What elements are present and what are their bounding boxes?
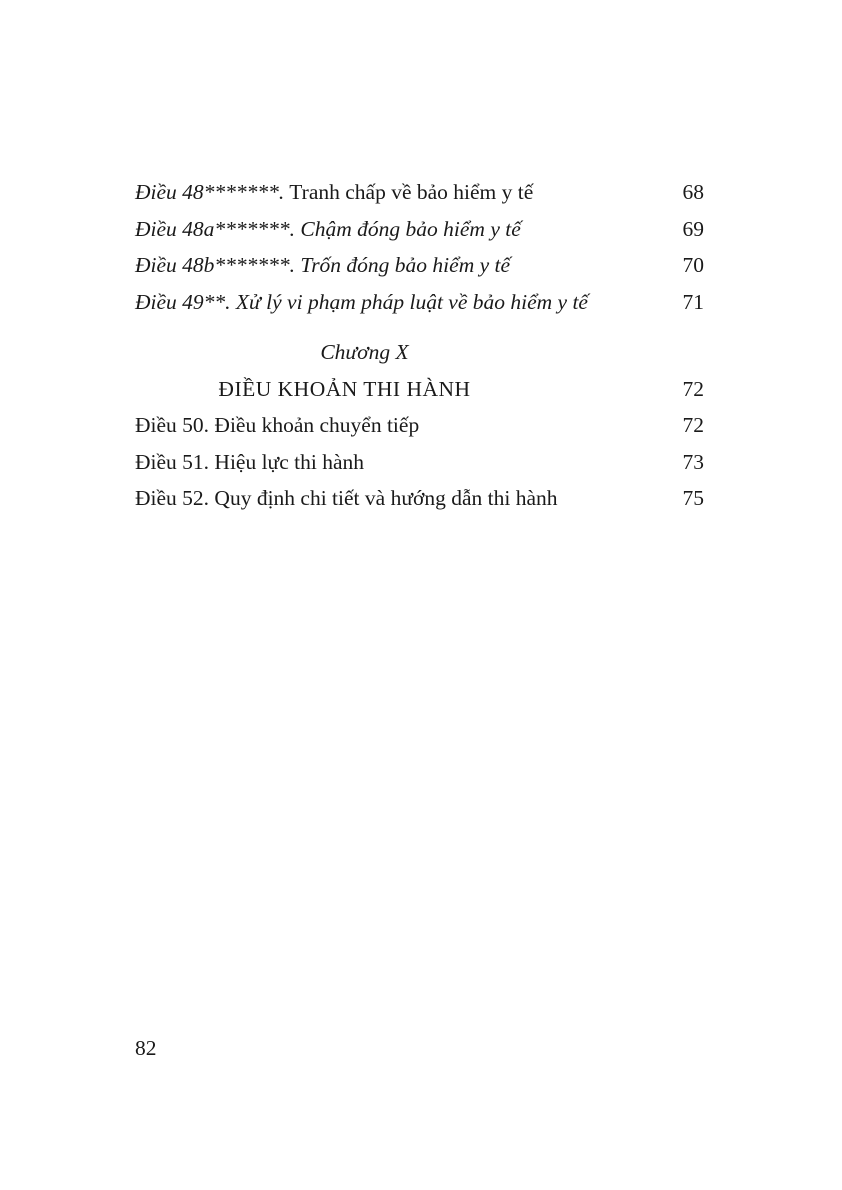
entry-page-number: 75 bbox=[682, 486, 704, 510]
toc-entry-label bbox=[135, 284, 588, 321]
toc-entry bbox=[135, 247, 704, 284]
entry-page-number: 71 bbox=[682, 289, 704, 314]
toc-entry bbox=[135, 444, 704, 481]
toc-entry bbox=[135, 284, 704, 321]
article-ref: Điều 48*******. bbox=[135, 180, 285, 204]
toc-entry-label bbox=[135, 211, 521, 248]
toc-entry-label: Điều 52. Quy định chi tiết và hướng dẫn thi hành bbox=[135, 486, 558, 510]
toc-entry bbox=[135, 480, 704, 517]
toc-entry-label: Điều 51. Hiệu lực thi hành bbox=[135, 449, 364, 474]
entry-page-number: 72 bbox=[682, 413, 704, 437]
toc-entry bbox=[135, 407, 704, 444]
chapter-title-row bbox=[135, 371, 704, 408]
article-title: Tranh chấp về bảo hiểm y tế bbox=[284, 180, 534, 204]
article-title: Chậm đóng bảo hiểm y tế bbox=[295, 216, 521, 241]
toc-entry bbox=[135, 211, 704, 248]
toc-entry bbox=[135, 174, 704, 211]
article-ref: Điều 48b*******. bbox=[135, 253, 296, 277]
entry-page-number: 69 bbox=[682, 216, 704, 241]
article-ref: Điều 49**. bbox=[135, 289, 231, 314]
chapter-title: ĐIỀU KHOẢN THI HÀNH bbox=[218, 376, 471, 401]
toc-entry-label bbox=[135, 247, 510, 284]
entry-page-number: 72 bbox=[682, 376, 704, 401]
table-of-contents bbox=[135, 174, 704, 517]
toc-entry-label: Điều 50. Điều khoản chuyển tiếp bbox=[135, 413, 420, 437]
chapter-name: Chương X bbox=[320, 340, 409, 364]
article-title: Trốn đóng bảo hiểm y tế bbox=[295, 253, 511, 277]
article-ref: Điều 48a*******. bbox=[135, 216, 296, 241]
article-title: Xử lý vi phạm pháp luật về bảo hiểm y tế bbox=[230, 289, 588, 314]
entry-page-number: 70 bbox=[682, 253, 704, 277]
entry-page-number: 68 bbox=[682, 180, 704, 204]
entry-page-number: 73 bbox=[682, 449, 704, 474]
footer-page-number: 82 bbox=[135, 1036, 157, 1060]
toc-entry-label bbox=[135, 174, 533, 211]
